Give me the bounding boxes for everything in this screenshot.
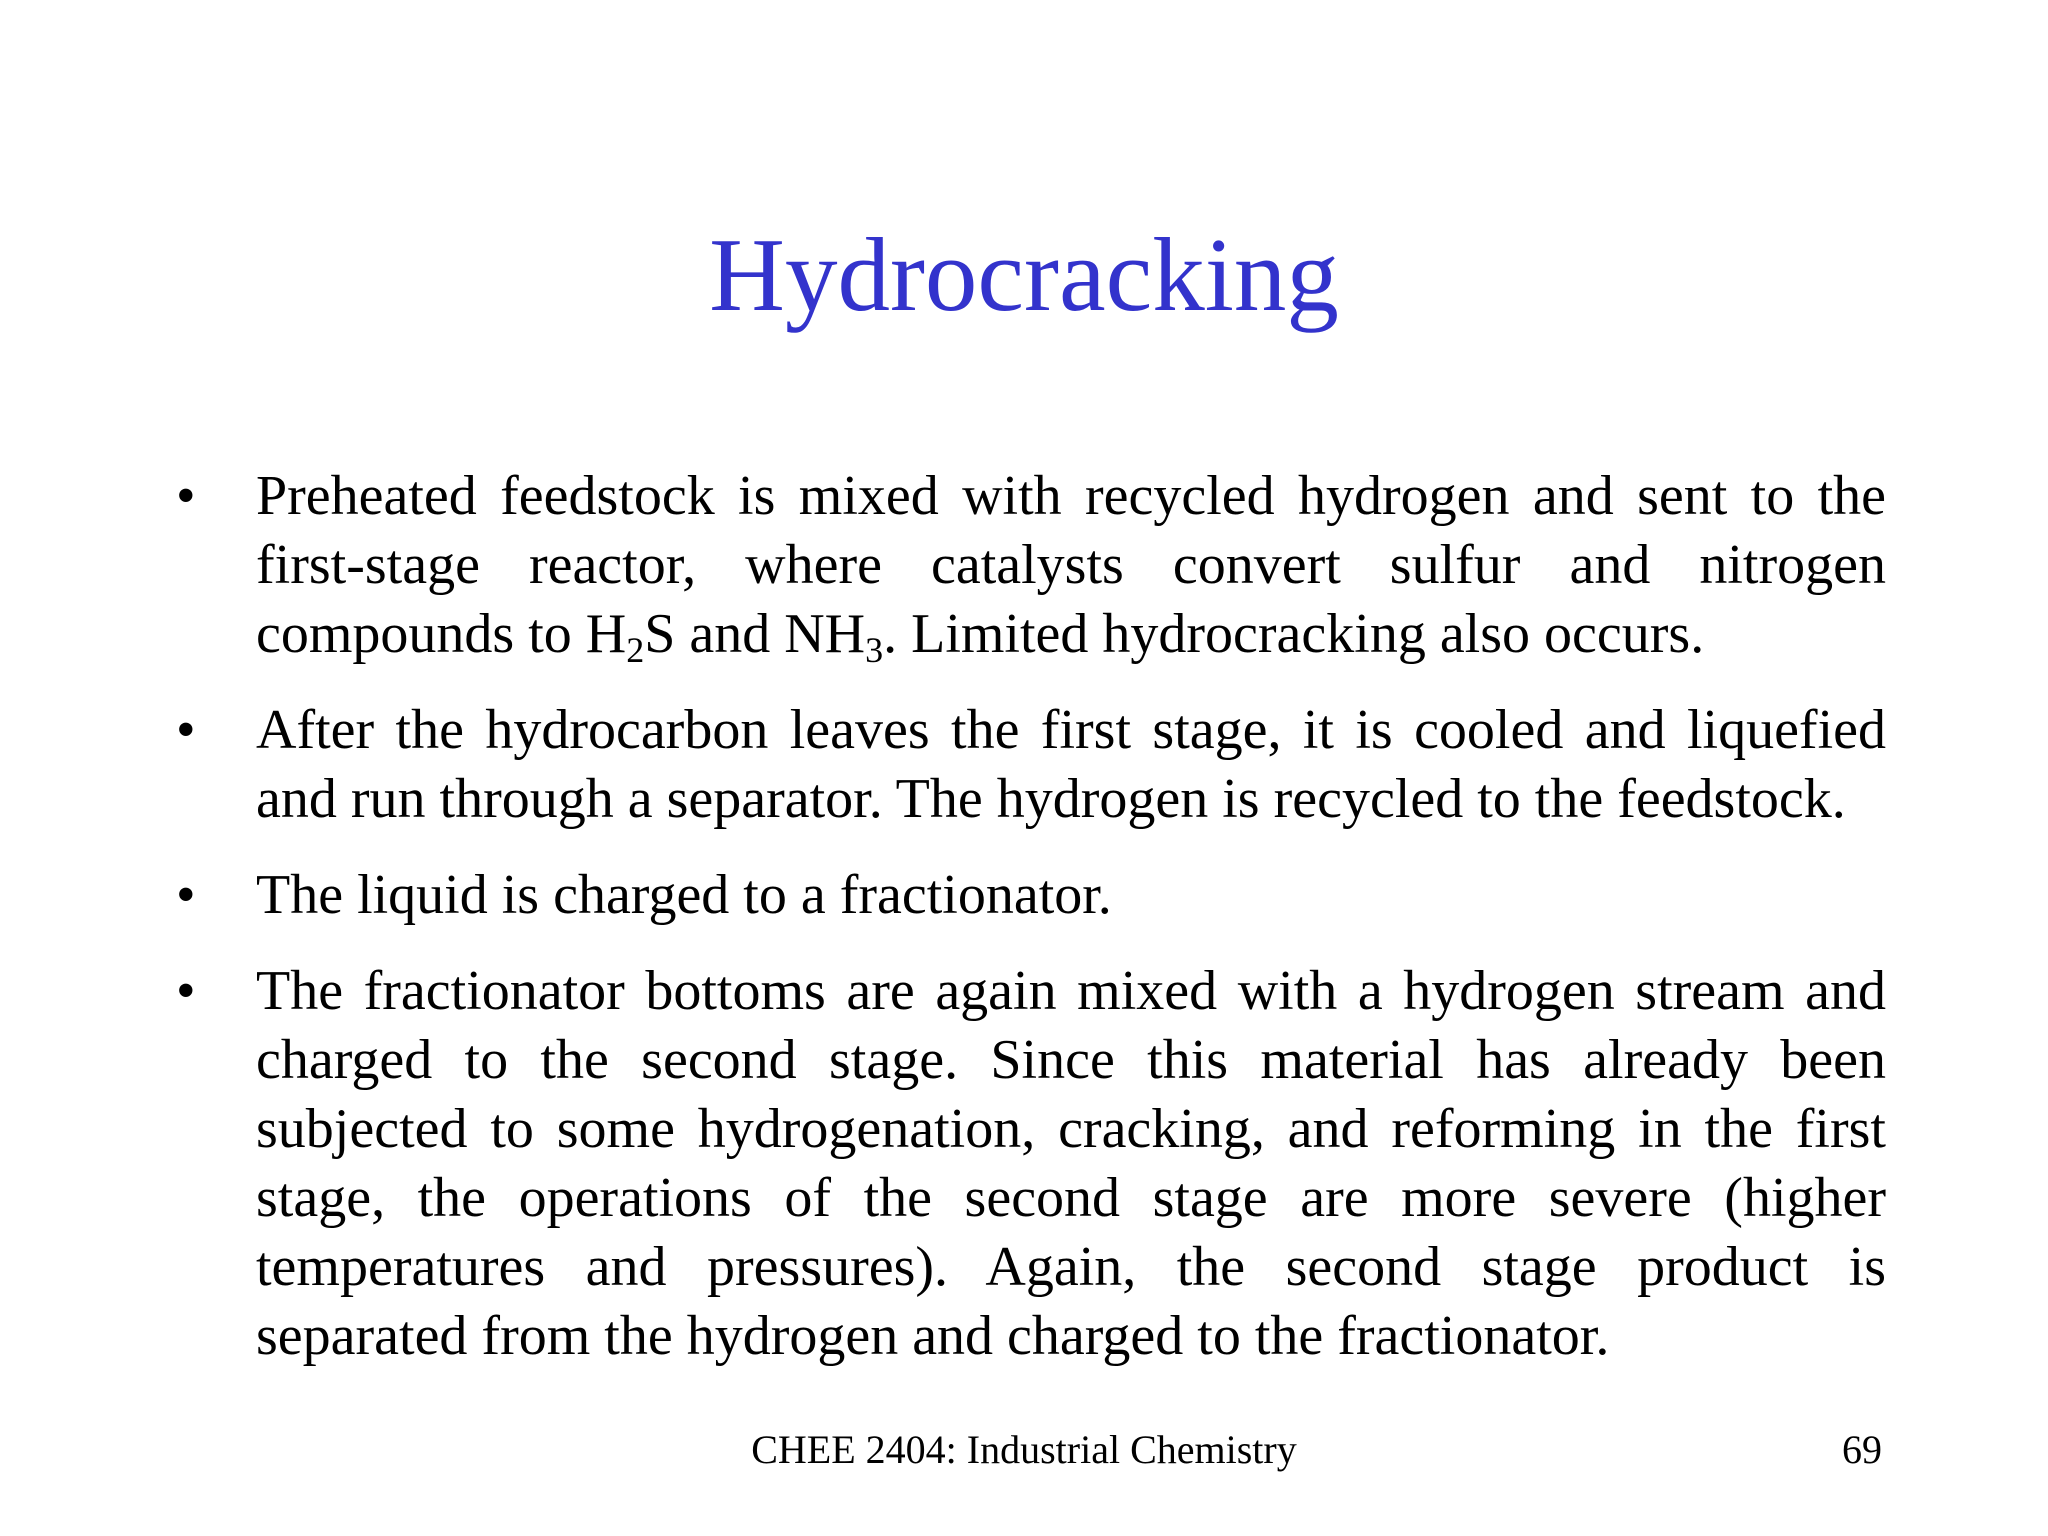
- bullet-icon: •: [176, 465, 196, 527]
- bullet-item-1: [176, 462, 1886, 669]
- slide-title: Hydrocracking: [709, 216, 1339, 333]
- slide-footer: CHEE 2404: Industrial Chemistry: [751, 1427, 1297, 1472]
- bullet-icon: •: [176, 699, 196, 761]
- bullet-text: The liquid is charged to a fractionator.: [256, 864, 1112, 926]
- bullet-icon: •: [176, 864, 196, 926]
- bullet-item-3: [176, 861, 1886, 930]
- subscript: 2: [626, 630, 645, 670]
- bullet-item-4: [176, 957, 1886, 1371]
- bullet-text-part: S and NH: [644, 603, 866, 665]
- subscript: 3: [865, 630, 884, 670]
- bullet-text: After the hydrocarbon leaves the first stage, it is cooled and liquefied and run through a separator. The hydrogen is recycled to the feedstock.: [256, 699, 1886, 830]
- bullet-list: [176, 462, 1886, 1398]
- bullet-icon: •: [176, 960, 196, 1022]
- bullet-text-part: . Limited hydrocracking also occurs.: [883, 603, 1705, 665]
- bullet-text-part: Preheated feedstock is mixed with recycled hydrogen and sent to the first-stage reactor, where catalysts convert sulfur and nitrogen compounds to H: [256, 465, 1886, 665]
- page-number: 69: [1842, 1427, 1882, 1472]
- bullet-item-2: [176, 696, 1886, 834]
- bullet-text: [256, 462, 1886, 669]
- bullet-text: The fractionator bottoms are again mixed with a hydrogen stream and charged to the second stage. Since this material has already been subjected to some hydrogenation, cracking, and reforming in the first stage, the operations of the second stage are more severe (higher temperatures and pressures). Again, the second stage product is separated from the hydrogen and charged to the fractionator.: [256, 960, 1886, 1367]
